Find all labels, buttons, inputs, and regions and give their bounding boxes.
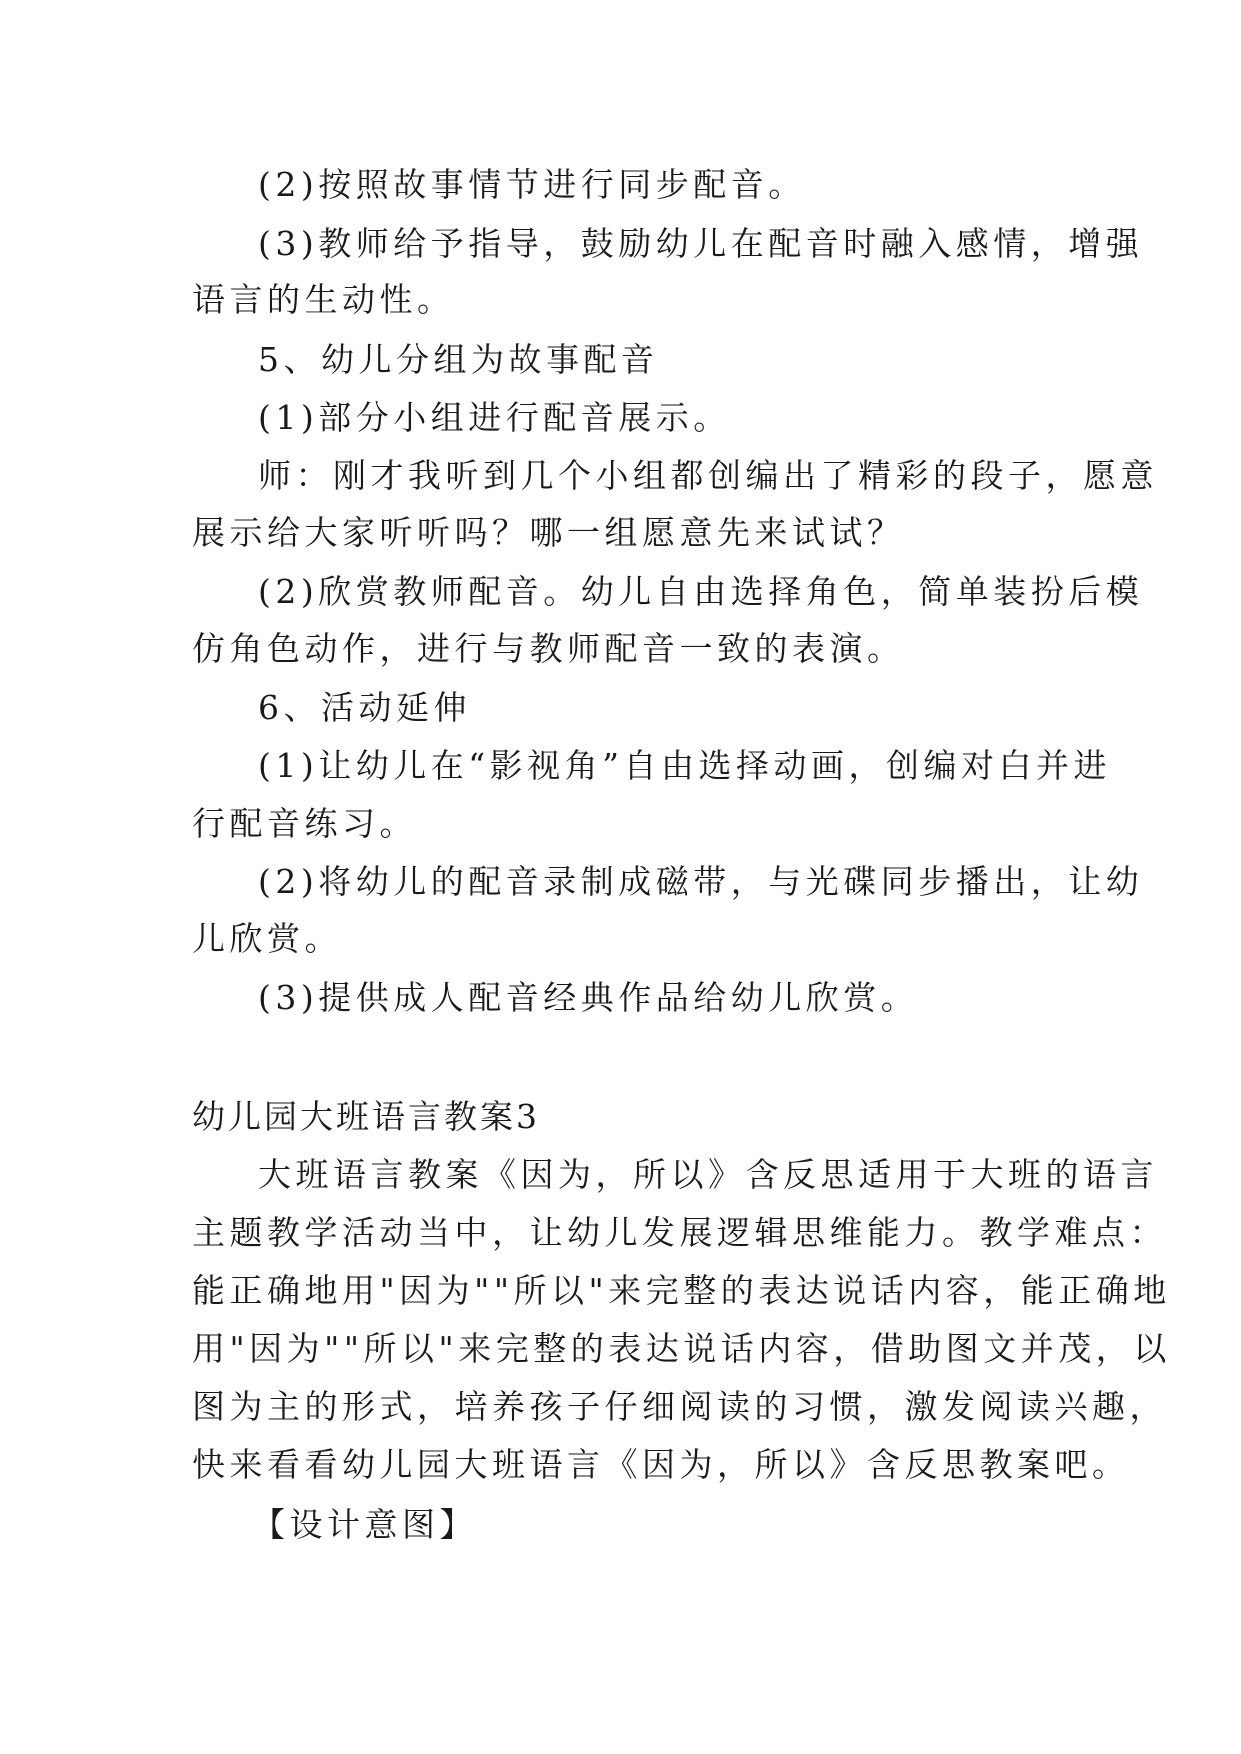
section-heading: 【设计意图】 [252,1505,477,1544]
paragraph-line: (3)提供成人配音经典作品给幼儿欣赏。 [258,978,919,1017]
paragraph-line: 快来看看幼儿园大班语言《因为，所以》含反思教案吧。 [192,1445,1130,1484]
section-heading: 5、幼儿分组为故事配音 [258,340,659,379]
paragraph-line: (2)欣赏教师配音。幼儿自由选择角色，简单装扮后模 [258,572,1144,611]
paragraph-line: 行配音练习。 [192,804,417,843]
paragraph-line: 大班语言教案《因为，所以》含反思适用于大班的语言 [258,1155,1158,1194]
paragraph-line: (3)教师给予指导，鼓励幼儿在配音时融入感情，增强 [258,224,1144,263]
section-heading: 6、活动延伸 [258,688,471,727]
paragraph-line: (1)部分小组进行配音展示。 [258,398,731,437]
paragraph-line: 儿欣赏。 [192,919,342,958]
paragraph-line: 语言的生动性。 [192,280,455,319]
paragraph-line: 仿角色动作，进行与教师配音一致的表演。 [192,629,905,668]
section-title: 幼儿园大班语言教案3 [192,1097,540,1136]
paragraph-line: 能正确地用"因为""所以"来完整的表达说话内容，能正确地 [192,1271,1171,1310]
paragraph-line: (1)让幼儿在“影视角”自由选择动画，创编对白并进 [258,746,1111,785]
paragraph-line: 主题教学活动当中，让幼儿发展逻辑思维能力。教学难点： [192,1213,1167,1252]
paragraph-line: 师：刚才我听到几个小组都创编出了精彩的段子，愿意 [258,456,1158,495]
paragraph-line: 图为主的形式，培养孩子仔细阅读的习惯，激发阅读兴趣， [192,1387,1167,1426]
paragraph-line: (2)将幼儿的配音录制成磁带，与光碟同步播出，让幼 [258,862,1144,901]
paragraph-line: (2)按照故事情节进行同步配音。 [258,165,806,204]
paragraph-line: 用"因为""所以"来完整的表达说话内容，借助图文并茂，以 [192,1329,1171,1368]
paragraph-line: 展示给大家听听吗？哪一组愿意先来试试？ [192,513,905,552]
